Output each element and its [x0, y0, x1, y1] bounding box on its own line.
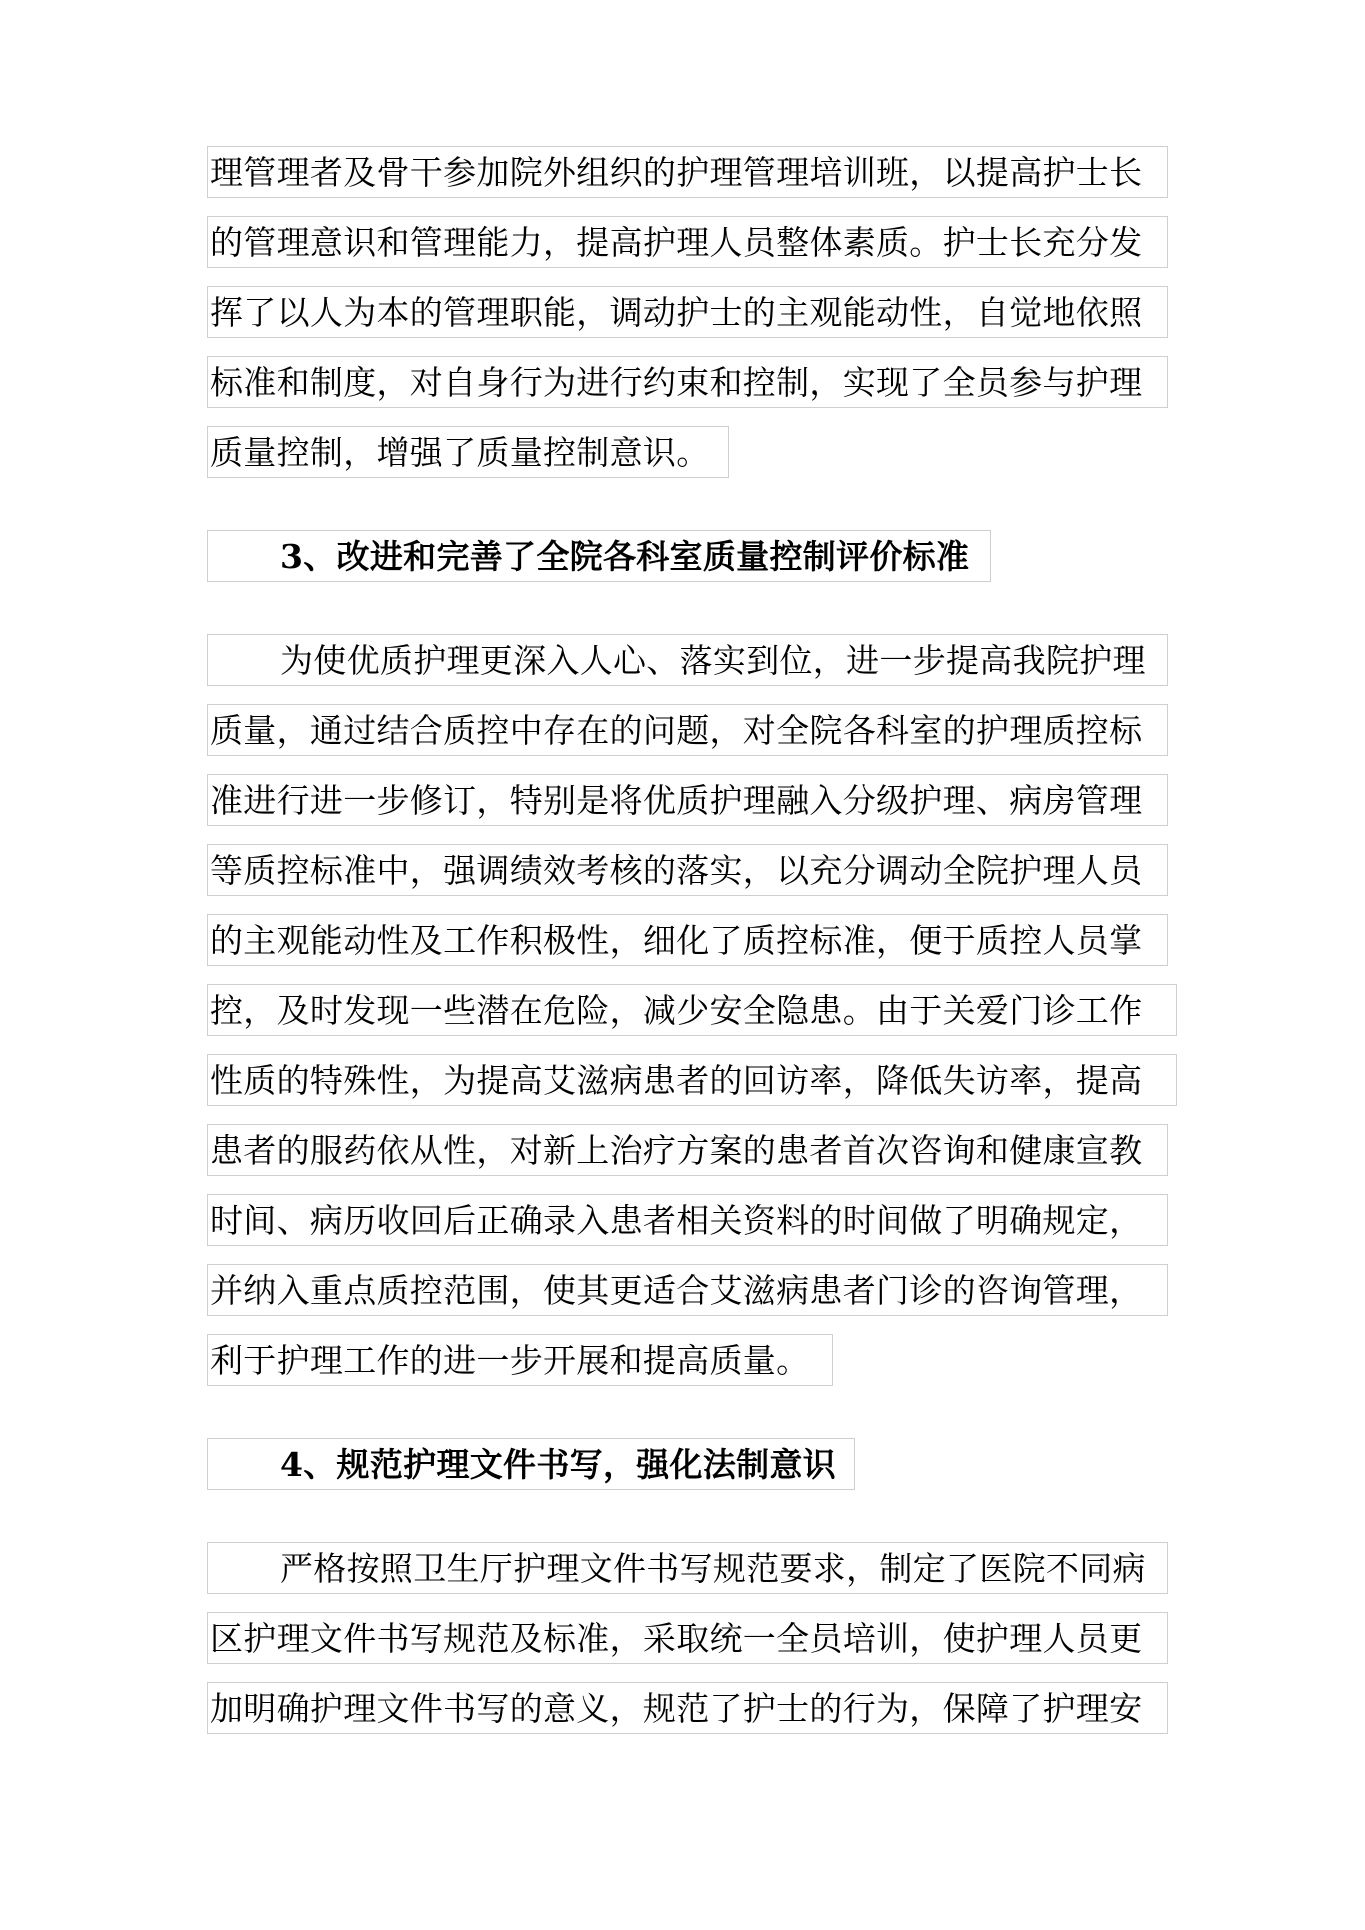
paragraph-1-line-2: 的管理意识和管理能力，提高护理人员整体素质。护士长充分发: [207, 216, 1168, 268]
paragraph-3-line-2: 区护理文件书写规范及标准，采取统一全员培训，使护理人员更: [207, 1612, 1168, 1664]
paragraph-2-line-6: 控，及时发现一些潜在危险，减少安全隐患。由于关爱门诊工作: [207, 984, 1177, 1036]
paragraph-2-line-11: 利于护理工作的进一步开展和提高质量。: [207, 1334, 833, 1386]
section-heading-3: 3、改进和完善了全院各科室质量控制评价标准: [207, 530, 991, 582]
paragraph-1-line-3: 挥了以人为本的管理职能，调动护士的主观能动性，自觉地依照: [207, 286, 1168, 338]
paragraph-2-line-5: 的主观能动性及工作积极性，细化了质控标准，便于质控人员掌: [207, 914, 1168, 966]
paragraph-1-line-4: 标准和制度，对自身行为进行约束和控制，实现了全员参与护理: [207, 356, 1168, 408]
paragraph-2-line-8: 患者的服药依从性，对新上治疗方案的患者首次咨询和健康宣教: [207, 1124, 1168, 1176]
paragraph-2-line-3: 准进行进一步修订，特别是将优质护理融入分级护理、病房管理: [207, 774, 1168, 826]
paragraph-1-line-5: 质量控制，增强了质量控制意识。: [207, 426, 729, 478]
paragraph-2-line-9: 时间、病历收回后正确录入患者相关资料的时间做了明确规定，: [207, 1194, 1168, 1246]
paragraph-2-line-1: 为使优质护理更深入人心、落实到位，进一步提高我院护理: [207, 634, 1168, 686]
paragraph-1-line-1: 理管理者及骨干参加院外组织的护理管理培训班，以提高护士长: [207, 146, 1168, 198]
paragraph-2-line-7: 性质的特殊性，为提高艾滋病患者的回访率，降低失访率，提高: [207, 1054, 1177, 1106]
paragraph-3-line-3: 加明确护理文件书写的意义，规范了护士的行为，保障了护理安: [207, 1682, 1168, 1734]
paragraph-2-line-2: 质量，通过结合质控中存在的问题，对全院各科室的护理质控标: [207, 704, 1168, 756]
paragraph-2-line-10: 并纳入重点质控范围，使其更适合艾滋病患者门诊的咨询管理，: [207, 1264, 1168, 1316]
section-heading-4: 4、规范护理文件书写，强化法制意识: [207, 1438, 855, 1490]
paragraph-3-line-1: 严格按照卫生厅护理文件书写规范要求，制定了医院不同病: [207, 1542, 1168, 1594]
paragraph-2-line-4: 等质控标准中，强调绩效考核的落实，以充分调动全院护理人员: [207, 844, 1168, 896]
